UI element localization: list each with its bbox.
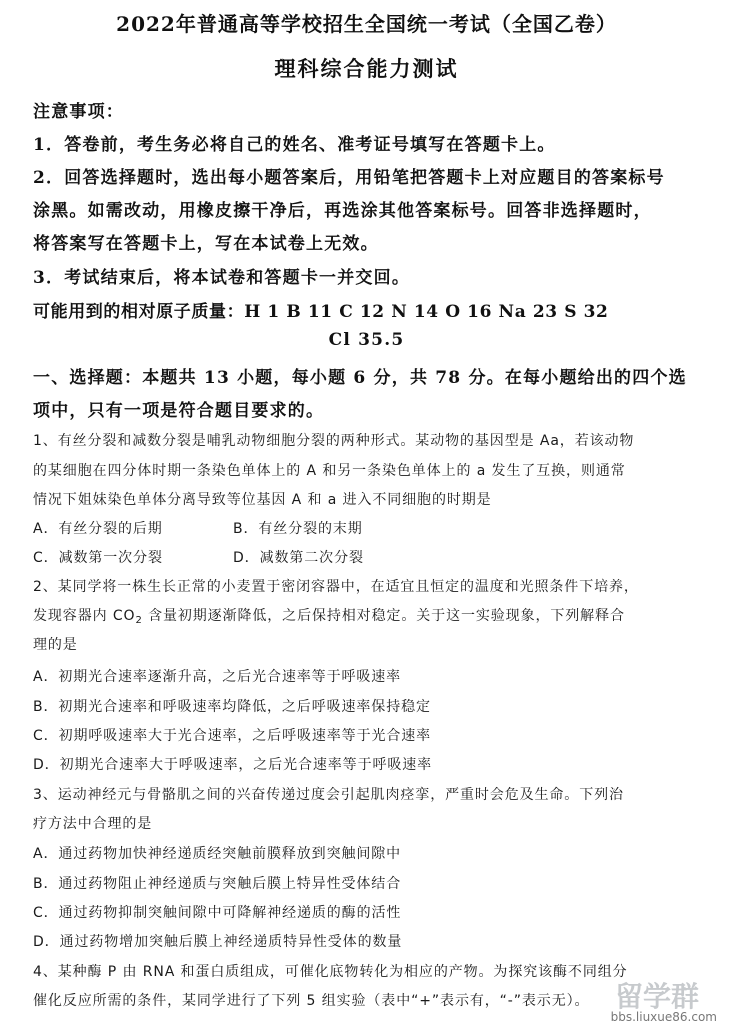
q3-option-b: B．通过药物阻止神经递质与突触后膜上特异性受体结合 [33,876,402,892]
q2-option-d: D．初期光合速率大于呼吸速率，之后光合速率等于呼吸速率 [33,757,433,773]
watermark-url: bbs.liuxue86.com [610,1010,717,1024]
q1-stem-cont: 情况下姐妹染色单体分离导致等位基因 A 和 a 进入不同细胞的时期是 [33,492,492,508]
q4-stem-cont: 催化反应所需的条件，某同学进行了下列 5 组实验（表中“+”表示有，“-”表示无）。 [33,993,590,1009]
q2-subscript: 2 [135,615,143,626]
q1-options-row-2 [33,547,713,567]
q3-option-c: C．通过药物抑制突触间隙中可降解神经递质的酶的活性 [33,905,402,921]
q2-stem-cont [33,605,625,626]
notice-item-1: 1．答卷前，考生务必将自己的姓名、准考证号填写在答题卡上。 [33,135,556,155]
q2-option-a: A．初期光合速率逐渐升高，之后光合速率等于呼吸速率 [33,669,402,685]
notice-item-3: 3．考试结束后，将本试卷和答题卡一并交回。 [33,268,411,288]
q1-option-d: D．减数第二次分裂 [233,550,364,566]
q2-stem-cont: 理的是 [33,637,78,653]
q1-option-a: A．有丝分裂的后期 [33,521,163,537]
notice-item-2: 2．回答选择题时，选出每小题答案后，用铅笔把答题卡上对应题目的答案标号 [33,168,665,188]
notice-item-2-cont: 将答案写在答题卡上，写在本试卷上无效。 [33,234,379,254]
q1-options-row-1 [33,518,713,538]
page-subtitle: 理科综合能力测试 [274,56,459,81]
q4-stem: 4、某种酶 P 由 RNA 和蛋白质组成，可催化底物转化为相应的产物。为探究该酶不同组分 [33,964,628,980]
q2-option-b: B．初期光合速率和呼吸速率均降低，之后呼吸速率保持稳定 [33,699,431,715]
q3-option-d: D．通过药物增加突触后膜上神经递质特异性受体的数量 [33,934,403,950]
atomic-mass-line: 可能用到的相对原子质量：H 1 B 11 C 12 N 14 O 16 Na 23 S 32 [33,302,609,322]
q2-option-c: C．初期呼吸速率大于光合速率，之后呼吸速率等于光合速率 [33,728,432,744]
q3-stem-cont: 疗方法中合理的是 [33,816,153,832]
section-heading-cont: 项中，只有一项是符合题目要求的。 [33,401,325,421]
q1-stem: 1、有丝分裂和减数分裂是哺乳动物细胞分裂的两种形式。某动物的基因型是 Aa，若该动物 [33,433,635,449]
q2-text: 含量初期逐渐降低，之后保持相对稳定。关于这一实验现象，下列解释合 [142,608,625,624]
q1-option-b: B．有丝分裂的末期 [233,521,363,537]
q3-option-a: A．通过药物加快神经递质经突触前膜释放到突触间隙中 [33,846,402,862]
watermark-logo-text: 留学群 [615,980,700,1013]
notice-item-2-cont: 涂黑。如需改动，用橡皮擦干净后，再选涂其他答案标号。回答非选择题时， [33,201,652,221]
q2-text: 发现容器内 CO [33,608,136,624]
q3-stem: 3、运动神经元与骨骼肌之间的兴奋传递过度会引起肌肉痉挛，严重时会危及生命。下列治 [33,787,624,803]
atomic-mass-cont: Cl 35.5 [328,330,405,350]
q1-stem-cont: 的某细胞在四分体时期一条染色单体上的 A 和另一条染色单体上的 a 发生了互换，则通常 [33,463,626,479]
q1-option-c: C．减数第一次分裂 [33,550,163,566]
section-heading: 一、选择题：本题共 13 小题，每小题 6 分，共 78 分。在每小题给出的四个选 [33,368,687,388]
page-title: 2022年普通高等学校招生全国统一考试（全国乙卷） [116,12,617,36]
notice-heading: 注意事项： [33,102,124,122]
q2-stem: 2、某同学将一株生长正常的小麦置于密闭容器中，在适宜且恒定的温度和光照条件下培养， [33,579,639,595]
